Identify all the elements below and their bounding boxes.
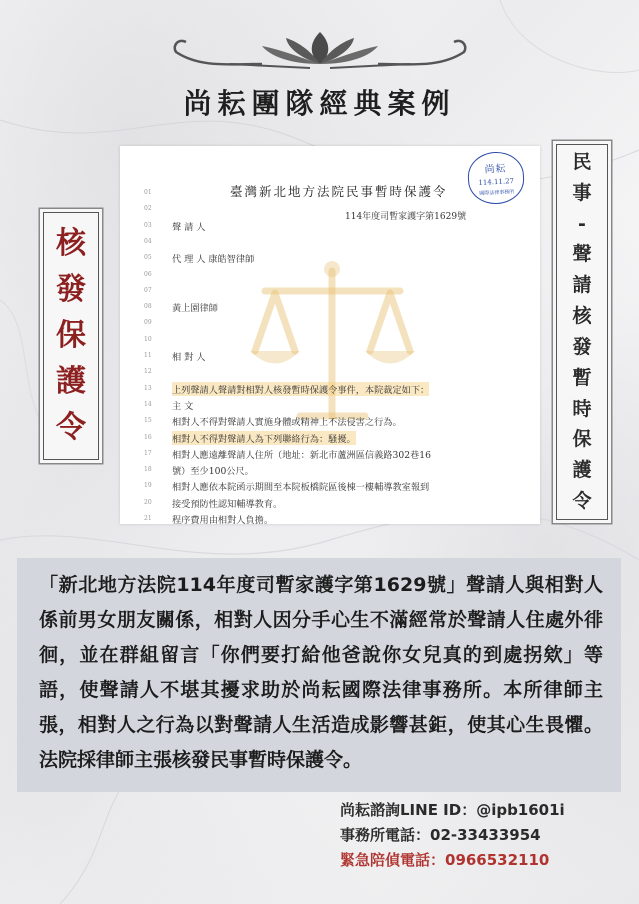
document-line (120, 219, 540, 235)
right-label-char: 聲 (572, 243, 592, 266)
page-title: 尚耘團隊經典案例 (183, 87, 456, 120)
document-line (120, 496, 540, 512)
document-line (120, 479, 540, 495)
line-number: 01 (144, 189, 152, 196)
contact-info (340, 798, 565, 873)
stamp-date: 114.11.27 (478, 177, 515, 187)
right-label-char: 核 (572, 305, 592, 328)
line-number: 08 (144, 303, 152, 311)
lotus-ornament-icon (170, 28, 470, 72)
case-description: 「新北地方法院114年度司暫家護字第1629號」聲請人與相對人係前男女朋友關係，相對人因分手心生不滿經常於聲請人住處外徘徊，並在群組留言「你們要打給他爸說你女兒真的到處拐欸」等語，使聲請人不堪其擾求助於尚耘國際法律事務所。本所律師主張，相對人之行為以對聲請人生活造成影響甚鉅，使其心生畏懼。法院採律師主張核發民事暫時保護令。 (17, 558, 621, 792)
line-id: 尚耘諮詢LINE ID：@ipb1601i (340, 801, 565, 819)
line-number: 05 (144, 254, 152, 262)
line-number: 02 (144, 205, 152, 213)
document-line (120, 235, 540, 251)
right-label-char: 請 (572, 274, 592, 297)
right-label-char: 令 (572, 489, 592, 512)
left-vertical-label (43, 212, 99, 460)
right-vertical-label (556, 144, 608, 520)
line-text: 上列聲請人聲請對相對人核發暫時保護令事件，本院裁定如下： (172, 382, 429, 396)
document-line (120, 382, 540, 398)
document-line (120, 512, 540, 524)
line-text: 相對人不得對聲請人為下列聯絡行為：騷擾。 (172, 431, 356, 445)
line-number: 13 (144, 384, 152, 392)
line-text: 程序費用由相對人負擔。 (172, 515, 274, 524)
line-number: 14 (144, 400, 152, 408)
stamp-org: 國際法律事務所 (479, 189, 515, 197)
document-line (120, 398, 540, 414)
line-text: 黃上園律師 (172, 303, 218, 315)
right-label-char: 事 (572, 181, 592, 204)
line-text: 相 對 人 (172, 352, 206, 363)
document-line (120, 447, 540, 463)
line-text: 接受預防性認知輔導教育。 (172, 498, 283, 510)
document-line (120, 202, 540, 218)
line-number: 12 (144, 368, 152, 376)
court-title: 臺灣新北地方法院民事暫時保護令 (230, 184, 448, 199)
document-line (120, 414, 540, 430)
line-number: 09 (144, 319, 152, 327)
line-number: 07 (144, 286, 152, 294)
document-line (120, 300, 540, 316)
left-label-char: 護 (56, 364, 86, 399)
document-line (120, 186, 540, 202)
line-number: 20 (144, 498, 152, 506)
left-label-char: 令 (56, 410, 86, 445)
line-number: 06 (144, 270, 152, 278)
document-line (120, 431, 540, 447)
line-text: 相對人應遠離聲請人住所（地址：新北市蘆洲區信義路302巷16 (172, 449, 431, 461)
document-line (120, 349, 540, 365)
line-number: 15 (144, 417, 152, 425)
emergency-phone: 緊急陪偵電話：0966532110 (340, 851, 550, 869)
line-number: 03 (144, 221, 152, 229)
line-number: 04 (144, 237, 152, 245)
right-label-char: - (578, 212, 586, 235)
document-line (120, 284, 540, 300)
right-label-char: 發 (572, 335, 592, 358)
line-number: 18 (144, 466, 152, 474)
left-label-char: 保 (56, 318, 86, 353)
document-line (120, 251, 540, 267)
line-number: 19 (144, 482, 152, 490)
right-label-char: 民 (572, 151, 592, 173)
document-line (120, 333, 540, 349)
line-text: 相對人不得對聲請人實施身體或精神上不法侵害之行為。 (172, 417, 402, 429)
right-label-char: 護 (572, 459, 592, 482)
left-label-char: 核 (56, 226, 86, 261)
line-text: 相對人應依本院函示期間至本院板橋院區後棟一樓輔導教室報到 (172, 482, 430, 494)
line-number: 10 (144, 335, 152, 343)
office-phone: 事務所電話：02-33433954 (340, 826, 541, 844)
right-label-char: 時 (572, 397, 592, 420)
document-line (120, 316, 540, 332)
court-document (120, 146, 540, 524)
line-text: 代 理 人 康皓智律師 (172, 254, 255, 266)
stamp-name: 尚耘 (484, 163, 507, 176)
document-line (120, 268, 540, 284)
line-number: 11 (144, 352, 152, 359)
line-number: 17 (144, 449, 152, 457)
left-label-char: 發 (56, 272, 86, 307)
line-text: 主 文 (172, 400, 194, 412)
case-number: 114年度司暫家護字第1629號 (345, 212, 467, 222)
document-line (120, 365, 540, 381)
document-line (120, 463, 540, 479)
line-text: 聲 請 人 (172, 221, 206, 233)
line-text: 號）至少100公尺。 (172, 466, 254, 478)
right-label-char: 保 (572, 428, 592, 451)
right-label-char: 暫 (572, 366, 592, 389)
line-number: 21 (144, 515, 152, 522)
line-number: 16 (144, 433, 152, 441)
